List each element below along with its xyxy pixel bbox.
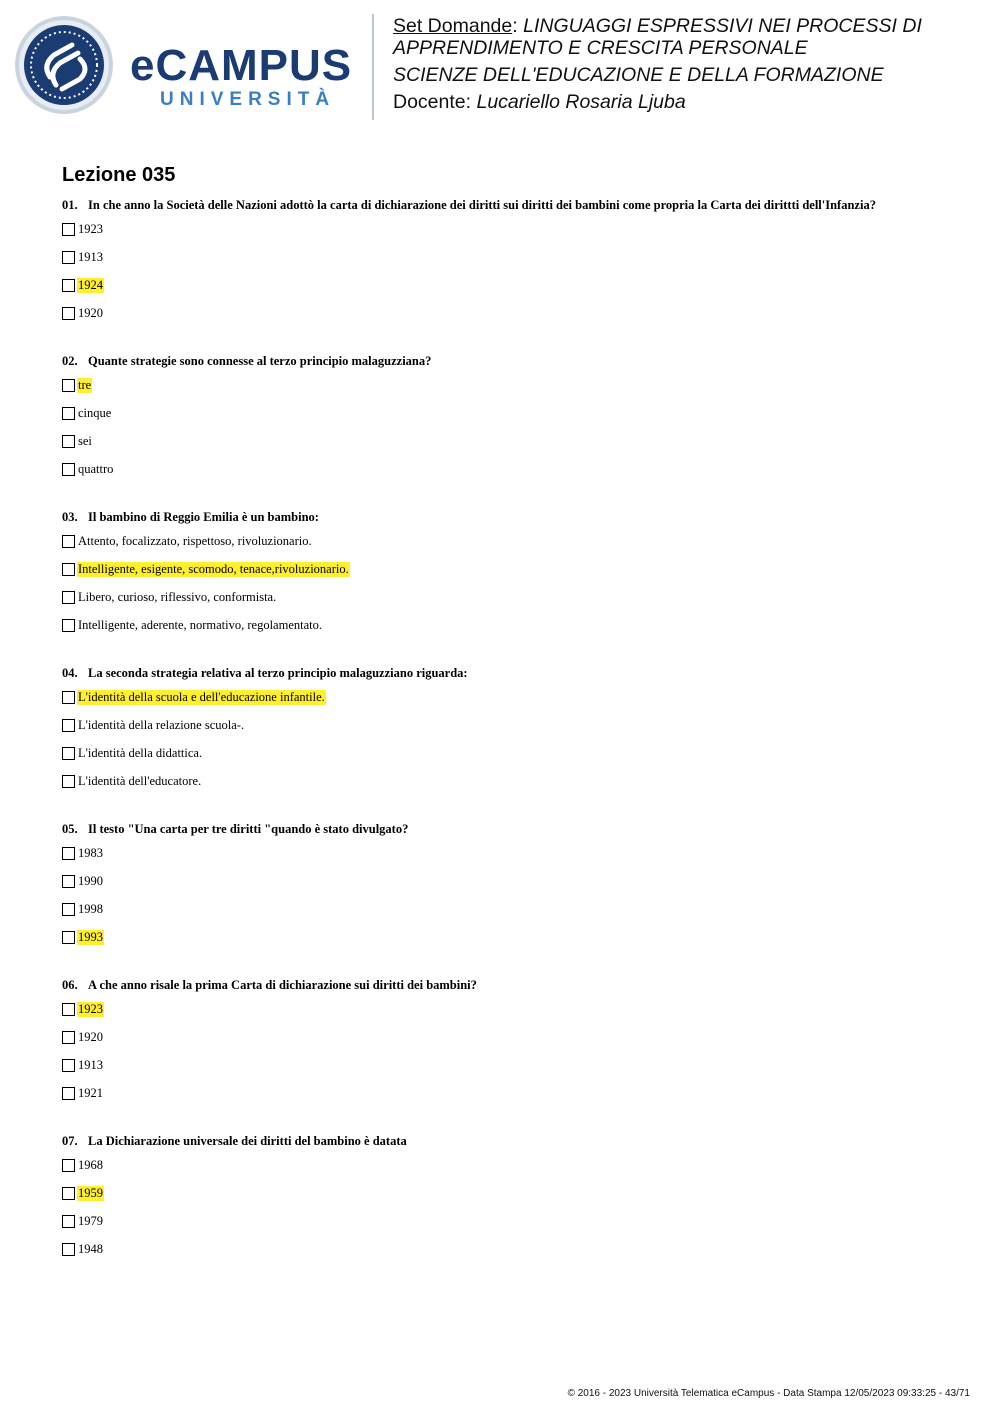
question-number: 07. bbox=[62, 1134, 78, 1148]
answer-option[interactable] bbox=[62, 250, 962, 278]
question-item bbox=[62, 975, 962, 1114]
answer-option[interactable] bbox=[62, 378, 962, 406]
checkbox-icon[interactable] bbox=[62, 875, 75, 888]
answer-text: 1979 bbox=[78, 1214, 103, 1228]
question-text: La seconda strategia relativa al terzo principio malaguzziano riguarda: bbox=[88, 666, 468, 680]
checkbox-icon[interactable] bbox=[62, 463, 75, 476]
question-item bbox=[62, 195, 962, 334]
answer-text: Libero, curioso, riflessivo, conformista. bbox=[78, 590, 277, 604]
answer-option[interactable] bbox=[62, 1214, 962, 1242]
answer-text: L'identità della relazione scuola-. bbox=[78, 718, 245, 732]
checkbox-icon[interactable] bbox=[62, 251, 75, 264]
checkbox-icon[interactable] bbox=[62, 307, 75, 320]
answer-option[interactable] bbox=[62, 406, 962, 434]
checkbox-icon[interactable] bbox=[62, 1087, 75, 1100]
answer-option[interactable] bbox=[62, 774, 962, 802]
checkbox-icon[interactable] bbox=[62, 1059, 75, 1072]
answer-option[interactable] bbox=[62, 462, 962, 490]
answer-text: 1993 bbox=[78, 930, 103, 944]
answer-option[interactable] bbox=[62, 1002, 962, 1030]
answer-option[interactable] bbox=[62, 222, 962, 250]
question-text: Quante strategie sono connesse al terzo principio malaguzziana? bbox=[88, 354, 432, 368]
answer-text: quattro bbox=[78, 462, 114, 476]
header-divider bbox=[372, 14, 374, 120]
answer-text: 1913 bbox=[78, 250, 103, 264]
question-item bbox=[62, 663, 962, 802]
teacher-line bbox=[393, 91, 983, 113]
checkbox-icon[interactable] bbox=[62, 563, 75, 576]
answer-text: 1998 bbox=[78, 902, 103, 916]
universita-wordmark: UNIVERSITÀ bbox=[160, 89, 336, 110]
answer-text: 1924 bbox=[78, 278, 103, 292]
checkbox-icon[interactable] bbox=[62, 847, 75, 860]
question-item bbox=[62, 1131, 962, 1270]
answer-option[interactable] bbox=[62, 902, 962, 930]
answer-text: 1948 bbox=[78, 1242, 103, 1256]
question-number: 01. bbox=[62, 198, 78, 212]
question-text: Il bambino di Reggio Emilia è un bambino: bbox=[88, 510, 319, 524]
question-number: 04. bbox=[62, 666, 78, 680]
answer-option[interactable] bbox=[62, 1058, 962, 1086]
checkbox-icon[interactable] bbox=[62, 1215, 75, 1228]
answer-text: Intelligente, esigente, scomodo, tenace,rivoluzionario. bbox=[78, 562, 349, 576]
checkbox-icon[interactable] bbox=[62, 619, 75, 632]
answer-option[interactable] bbox=[62, 306, 962, 334]
answer-option[interactable] bbox=[62, 1186, 962, 1214]
answer-text: 1983 bbox=[78, 846, 103, 860]
answer-text: 1990 bbox=[78, 874, 103, 888]
answer-text: L'identità dell'educatore. bbox=[78, 774, 202, 788]
answer-text: Intelligente, aderente, normativo, regolamentato. bbox=[78, 618, 323, 632]
answer-text: 1968 bbox=[78, 1158, 103, 1172]
checkbox-icon[interactable] bbox=[62, 691, 75, 704]
lesson-title: Lezione 035 bbox=[62, 164, 176, 186]
answer-option[interactable] bbox=[62, 746, 962, 774]
checkbox-icon[interactable] bbox=[62, 931, 75, 944]
question-text: La Dichiarazione universale dei diritti del bambino è datata bbox=[88, 1134, 407, 1148]
checkbox-icon[interactable] bbox=[62, 1243, 75, 1256]
checkbox-icon[interactable] bbox=[62, 903, 75, 916]
question-text: Il testo "Una carta per tre diritti "quando è stato divulgato? bbox=[88, 822, 409, 836]
answer-text: Attento, focalizzato, rispettoso, rivoluzionario. bbox=[78, 534, 312, 548]
answer-option[interactable] bbox=[62, 1242, 962, 1270]
checkbox-icon[interactable] bbox=[62, 1159, 75, 1172]
answer-option[interactable] bbox=[62, 618, 962, 646]
answer-text: sei bbox=[78, 434, 92, 448]
checkbox-icon[interactable] bbox=[62, 379, 75, 392]
checkbox-icon[interactable] bbox=[62, 1187, 75, 1200]
checkbox-icon[interactable] bbox=[62, 435, 75, 448]
answer-text: 1923 bbox=[78, 222, 103, 236]
checkbox-icon[interactable] bbox=[62, 223, 75, 236]
checkbox-icon[interactable] bbox=[62, 407, 75, 420]
ecampus-wordmark: eCAMPUS bbox=[130, 41, 353, 90]
checkbox-icon[interactable] bbox=[62, 591, 75, 604]
checkbox-icon[interactable] bbox=[62, 279, 75, 292]
question-text: A che anno risale la prima Carta di dichiarazione sui diritti dei bambini? bbox=[88, 978, 477, 992]
question-number: 03. bbox=[62, 510, 78, 524]
checkbox-icon[interactable] bbox=[62, 719, 75, 732]
answer-option[interactable] bbox=[62, 562, 962, 590]
answer-option[interactable] bbox=[62, 1158, 962, 1186]
answer-text: tre bbox=[78, 378, 92, 392]
answer-option[interactable] bbox=[62, 590, 962, 618]
answer-option[interactable] bbox=[62, 1086, 962, 1114]
question-item bbox=[62, 351, 962, 490]
set-label: Set Domande bbox=[393, 15, 513, 37]
course-title-line1: LINGUAGGI ESPRESSIVI NEI PROCESSI DI bbox=[523, 15, 922, 37]
answer-text: L'identità della scuola e dell'educazione infantile. bbox=[78, 690, 325, 704]
question-list bbox=[62, 195, 962, 1287]
answer-text: 1959 bbox=[78, 1186, 103, 1200]
checkbox-icon[interactable] bbox=[62, 1031, 75, 1044]
question-number: 06. bbox=[62, 978, 78, 992]
ecampus-seal-logo bbox=[14, 15, 114, 115]
answer-text: 1923 bbox=[78, 1002, 103, 1016]
checkbox-icon[interactable] bbox=[62, 535, 75, 548]
teacher-label: Docente: bbox=[393, 91, 472, 113]
course-title: Set Domande: LINGUAGGI ESPRESSIVI NEI PROCESSI DI bbox=[393, 15, 922, 37]
question-number: 05. bbox=[62, 822, 78, 836]
question-number: 02. bbox=[62, 354, 78, 368]
checkbox-icon[interactable] bbox=[62, 747, 75, 760]
answer-option[interactable] bbox=[62, 846, 962, 874]
answer-text: 1920 bbox=[78, 1030, 103, 1044]
answer-option[interactable] bbox=[62, 874, 962, 902]
checkbox-icon[interactable] bbox=[62, 775, 75, 788]
answer-option[interactable] bbox=[62, 534, 962, 562]
answer-text: 1920 bbox=[78, 306, 103, 320]
answer-option[interactable] bbox=[62, 690, 962, 718]
answer-option[interactable] bbox=[62, 434, 962, 462]
answer-option[interactable] bbox=[62, 1030, 962, 1058]
answer-text: 1913 bbox=[78, 1058, 103, 1072]
answer-option[interactable] bbox=[62, 718, 962, 746]
question-text: In che anno la Società delle Nazioni adottò la carta di dichiarazione dei diritti sui diritti dei bambini come propria la Carta dei dirittti dell'Infanzia? bbox=[88, 198, 876, 212]
answer-text: 1921 bbox=[78, 1086, 103, 1100]
checkbox-icon[interactable] bbox=[62, 1003, 75, 1016]
answer-text: L'identità della didattica. bbox=[78, 746, 203, 760]
teacher-name: Lucariello Rosaria Ljuba bbox=[476, 91, 686, 113]
answer-text: cinque bbox=[78, 406, 112, 420]
question-item bbox=[62, 819, 962, 958]
page-footer: © 2016 - 2023 Università Telematica eCampus - Data Stampa 12/05/2023 09:33:25 - 43/71 bbox=[567, 1388, 970, 1399]
answer-option[interactable] bbox=[62, 930, 962, 958]
answer-option[interactable] bbox=[62, 278, 962, 306]
course-header bbox=[393, 15, 983, 113]
faculty-name: SCIENZE DELL'EDUCAZIONE E DELLA FORMAZIONE bbox=[393, 64, 884, 86]
course-title-line2: APPRENDIMENTO E CRESCITA PERSONALE bbox=[393, 37, 808, 59]
question-item bbox=[62, 507, 962, 646]
